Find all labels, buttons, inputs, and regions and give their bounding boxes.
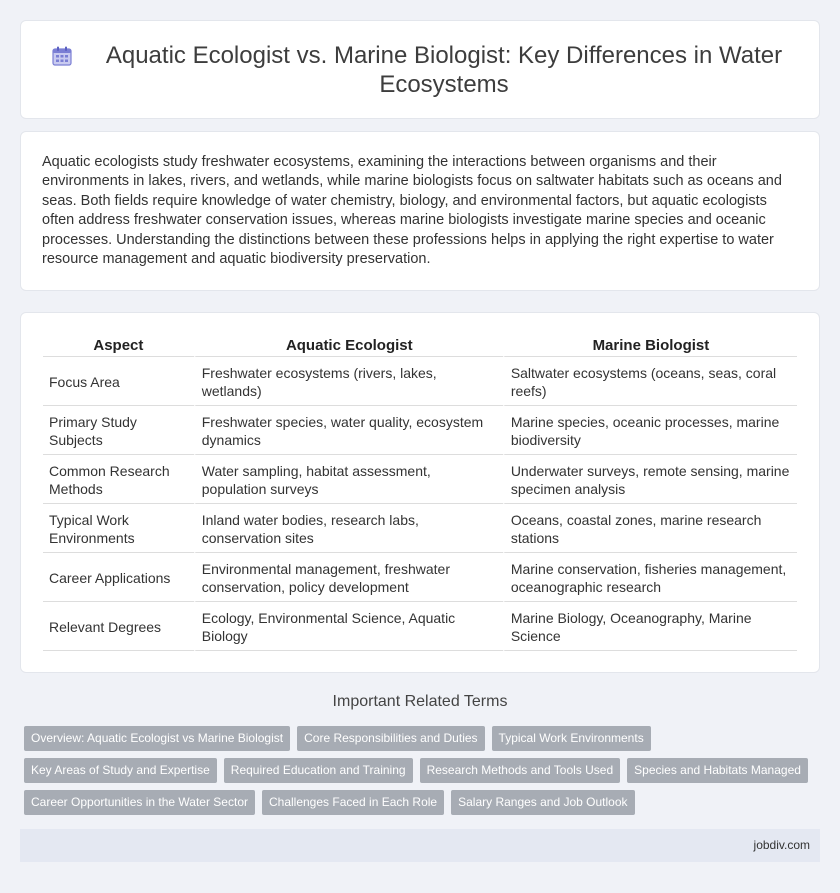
aquatic-ecologist-cell: Inland water bodies, research labs, conservation sites — [194, 504, 503, 553]
related-term-tag[interactable]: Typical Work Environments — [492, 726, 651, 751]
title-row — [21, 21, 819, 118]
table-row — [43, 553, 797, 602]
related-term-tag[interactable]: Core Responsibilities and Duties — [297, 726, 484, 751]
aquatic-ecologist-cell: Freshwater ecosystems (rivers, lakes, wetlands) — [194, 357, 503, 406]
aquatic-ecologist-cell: Water sampling, habitat assessment, population surveys — [194, 455, 503, 504]
aspect-cell: Career Applications — [43, 553, 194, 602]
table-row — [43, 357, 797, 406]
related-term-tag[interactable]: Research Methods and Tools Used — [420, 758, 621, 783]
marine-biologist-cell: Underwater surveys, remote sensing, marine specimen analysis — [503, 455, 797, 504]
calendar-icon — [51, 45, 73, 67]
intro-card — [20, 131, 820, 291]
aspect-cell: Typical Work Environments — [43, 504, 194, 553]
aquatic-ecologist-cell: Ecology, Environmental Science, Aquatic Biology — [194, 602, 503, 651]
table-row — [43, 406, 797, 455]
marine-biologist-cell: Marine species, oceanic processes, marine biodiversity — [503, 406, 797, 455]
comparison-table-card — [20, 312, 820, 673]
column-header-marine-biologist: Marine Biologist — [503, 333, 797, 357]
table-row — [43, 455, 797, 504]
aquatic-ecologist-cell: Environmental management, freshwater conservation, policy development — [194, 553, 503, 602]
related-terms-heading: Important Related Terms — [332, 693, 508, 710]
marine-biologist-cell: Marine conservation, fisheries management, oceanographic research — [503, 553, 797, 602]
related-term-tag[interactable]: Overview: Aquatic Ecologist vs Marine Biologist — [24, 726, 290, 751]
related-term-tag[interactable]: Career Opportunities in the Water Sector — [24, 790, 255, 815]
related-term-tag[interactable]: Required Education and Training — [224, 758, 413, 783]
aspect-cell: Relevant Degrees — [43, 602, 194, 651]
related-term-tag[interactable]: Challenges Faced in Each Role — [262, 790, 444, 815]
page-title: Aquatic Ecologist vs. Marine Biologist: Key Differences in Water Ecosystems — [105, 41, 783, 98]
aspect-cell: Focus Area — [43, 357, 194, 406]
table-header-row — [43, 333, 797, 357]
table-row — [43, 602, 797, 651]
comparison-table — [43, 333, 797, 651]
header-card — [20, 20, 820, 119]
related-term-tag[interactable]: Salary Ranges and Job Outlook — [451, 790, 634, 815]
related-term-tag[interactable]: Key Areas of Study and Expertise — [24, 758, 217, 783]
column-header-aquatic-ecologist: Aquatic Ecologist — [194, 333, 503, 357]
footer-site-link[interactable]: jobdiv.com — [753, 838, 810, 852]
related-term-tag[interactable]: Species and Habitats Managed — [627, 758, 808, 783]
intro-paragraph: Aquatic ecologists study freshwater ecosystems, examining the interactions between organisms and their environments in lakes, rivers, and wetlands, while marine biologists focus on saltwater habitats such as oceans and seas. Both fields require knowledge of water chemistry, biology, and environmental factors, but aquatic ecologists often address freshwater conservation issues, whereas marine biologists investigate marine species and oceanic processes. Understanding the distinctions between these professions helps in applying the right expertise to water resource management and aquatic biodiversity preservation. — [42, 154, 782, 268]
aspect-cell: Common Research Methods — [43, 455, 194, 504]
marine-biologist-cell: Saltwater ecosystems (oceans, seas, coral reefs) — [503, 357, 797, 406]
column-header-aspect: Aspect — [43, 333, 194, 357]
related-terms-list — [24, 726, 824, 815]
marine-biologist-cell: Oceans, coastal zones, marine research stations — [503, 504, 797, 553]
footer — [20, 829, 820, 862]
aspect-cell: Primary Study Subjects — [43, 406, 194, 455]
marine-biologist-cell: Marine Biology, Oceanography, Marine Science — [503, 602, 797, 651]
aquatic-ecologist-cell: Freshwater species, water quality, ecosystem dynamics — [194, 406, 503, 455]
table-row — [43, 504, 797, 553]
